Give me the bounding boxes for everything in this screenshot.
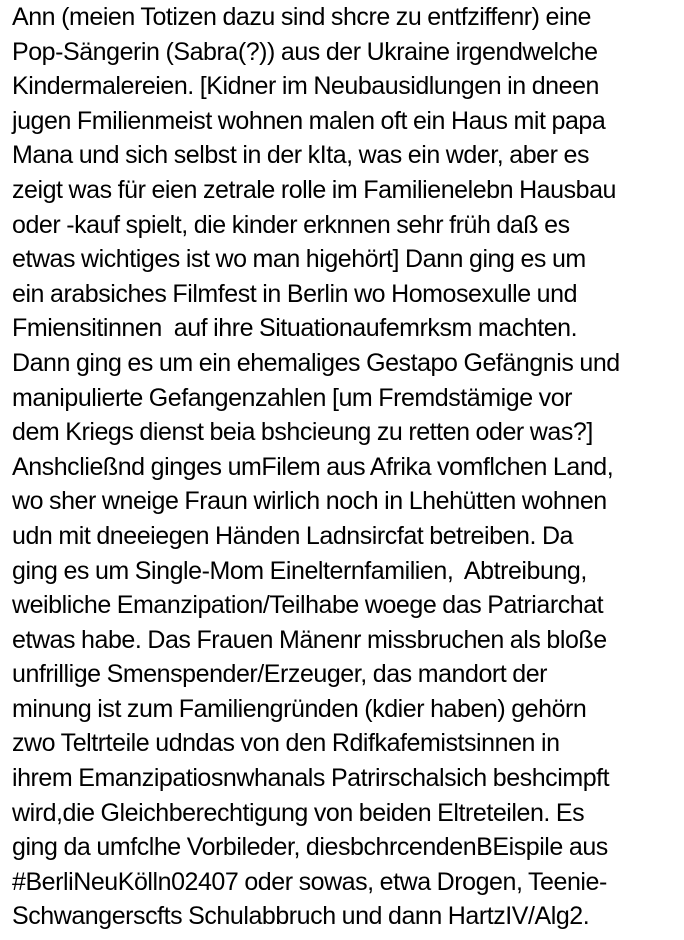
- text-line: Kindermalereien. [Kidner im Neubausidlungen in dneen: [12, 72, 599, 101]
- text-line: ihrem Emanzipatiosnwhanals Patrirschalsich beshcimpft: [12, 764, 610, 793]
- text-line: jugen Fmilienmeist wohnen malen oft ein Haus mit papa: [12, 106, 606, 135]
- text-line: zwo Teltrteile udndas von den Rdifkafemistsinnen in: [12, 729, 560, 758]
- text-line: unfrillige Smenspender/Erzeuger, das mandort der: [12, 660, 548, 689]
- text-line: Schwangerscfts Schulabbruch und dann HartzIV/Alg2.: [12, 902, 590, 931]
- text-line: Mana und sich selbst in der kIta, was ein wder, aber es: [12, 141, 590, 170]
- text-line: ging es um Single-Mom Einelternfamilien, Abtreibung,: [12, 556, 587, 585]
- document-page: [12, 0, 682, 940]
- text-line: manipulierte Gefangenzahlen [um Fremdstämige vor: [12, 383, 573, 412]
- text-line: zeigt was für eien zetrale rolle im Familienelebn Hausbau: [12, 175, 616, 204]
- text-line: minung ist zum Familiengründen (kdier haben) gehörn: [12, 694, 587, 723]
- text-line: #BerliNeuKölln02407 oder sowas, etwa Drogen, Teenie-: [12, 867, 607, 896]
- text-line: ein arabsiches Filmfest in Berlin wo Homosexulle und: [12, 279, 578, 308]
- text-line: dem Kriegs dienst beia bshcieung zu retten oder was?]: [12, 418, 593, 447]
- text-line: oder -kauf spielt, die kinder erknnen sehr früh daß es: [12, 210, 570, 239]
- text-line: Pop-Sängerin (Sabra(?)) aus der Ukraine irgendwelche: [12, 37, 598, 66]
- text-line: weibliche Emanzipation/Teilhabe woege das Patriarchat: [12, 591, 604, 620]
- text-line: udn mit dneeiegen Händen Ladnsircfat betreiben. Da: [12, 521, 574, 550]
- text-line: wo sher wneige Fraun wirlich noch in Lhehütten wohnen: [12, 487, 607, 516]
- text-line: Ann (meien Totizen dazu sind shcre zu entfziffenr) eine: [12, 3, 592, 31]
- text-line: Dann ging es um ein ehemaliges Gestapo Gefängnis und: [12, 348, 620, 377]
- text-line: Fmiensitinnen auf ihre Situationaufemrksm machten.: [12, 314, 578, 343]
- text-line: etwas wichtiges ist wo man higehört] Dann ging es um: [12, 245, 586, 274]
- text-line: ging da umfclhe Vorbileder, diesbchrcendenBEispile aus: [12, 833, 608, 862]
- text-line: wird,die Gleichberechtigung von beiden Eltreteilen. Es: [12, 798, 585, 827]
- text-line: Anshcließnd ginges umFilem aus Afrika vomflchen Land,: [12, 452, 614, 481]
- text-line: etwas habe. Das Frauen Mänenr missbruchen als bloße: [12, 625, 607, 654]
